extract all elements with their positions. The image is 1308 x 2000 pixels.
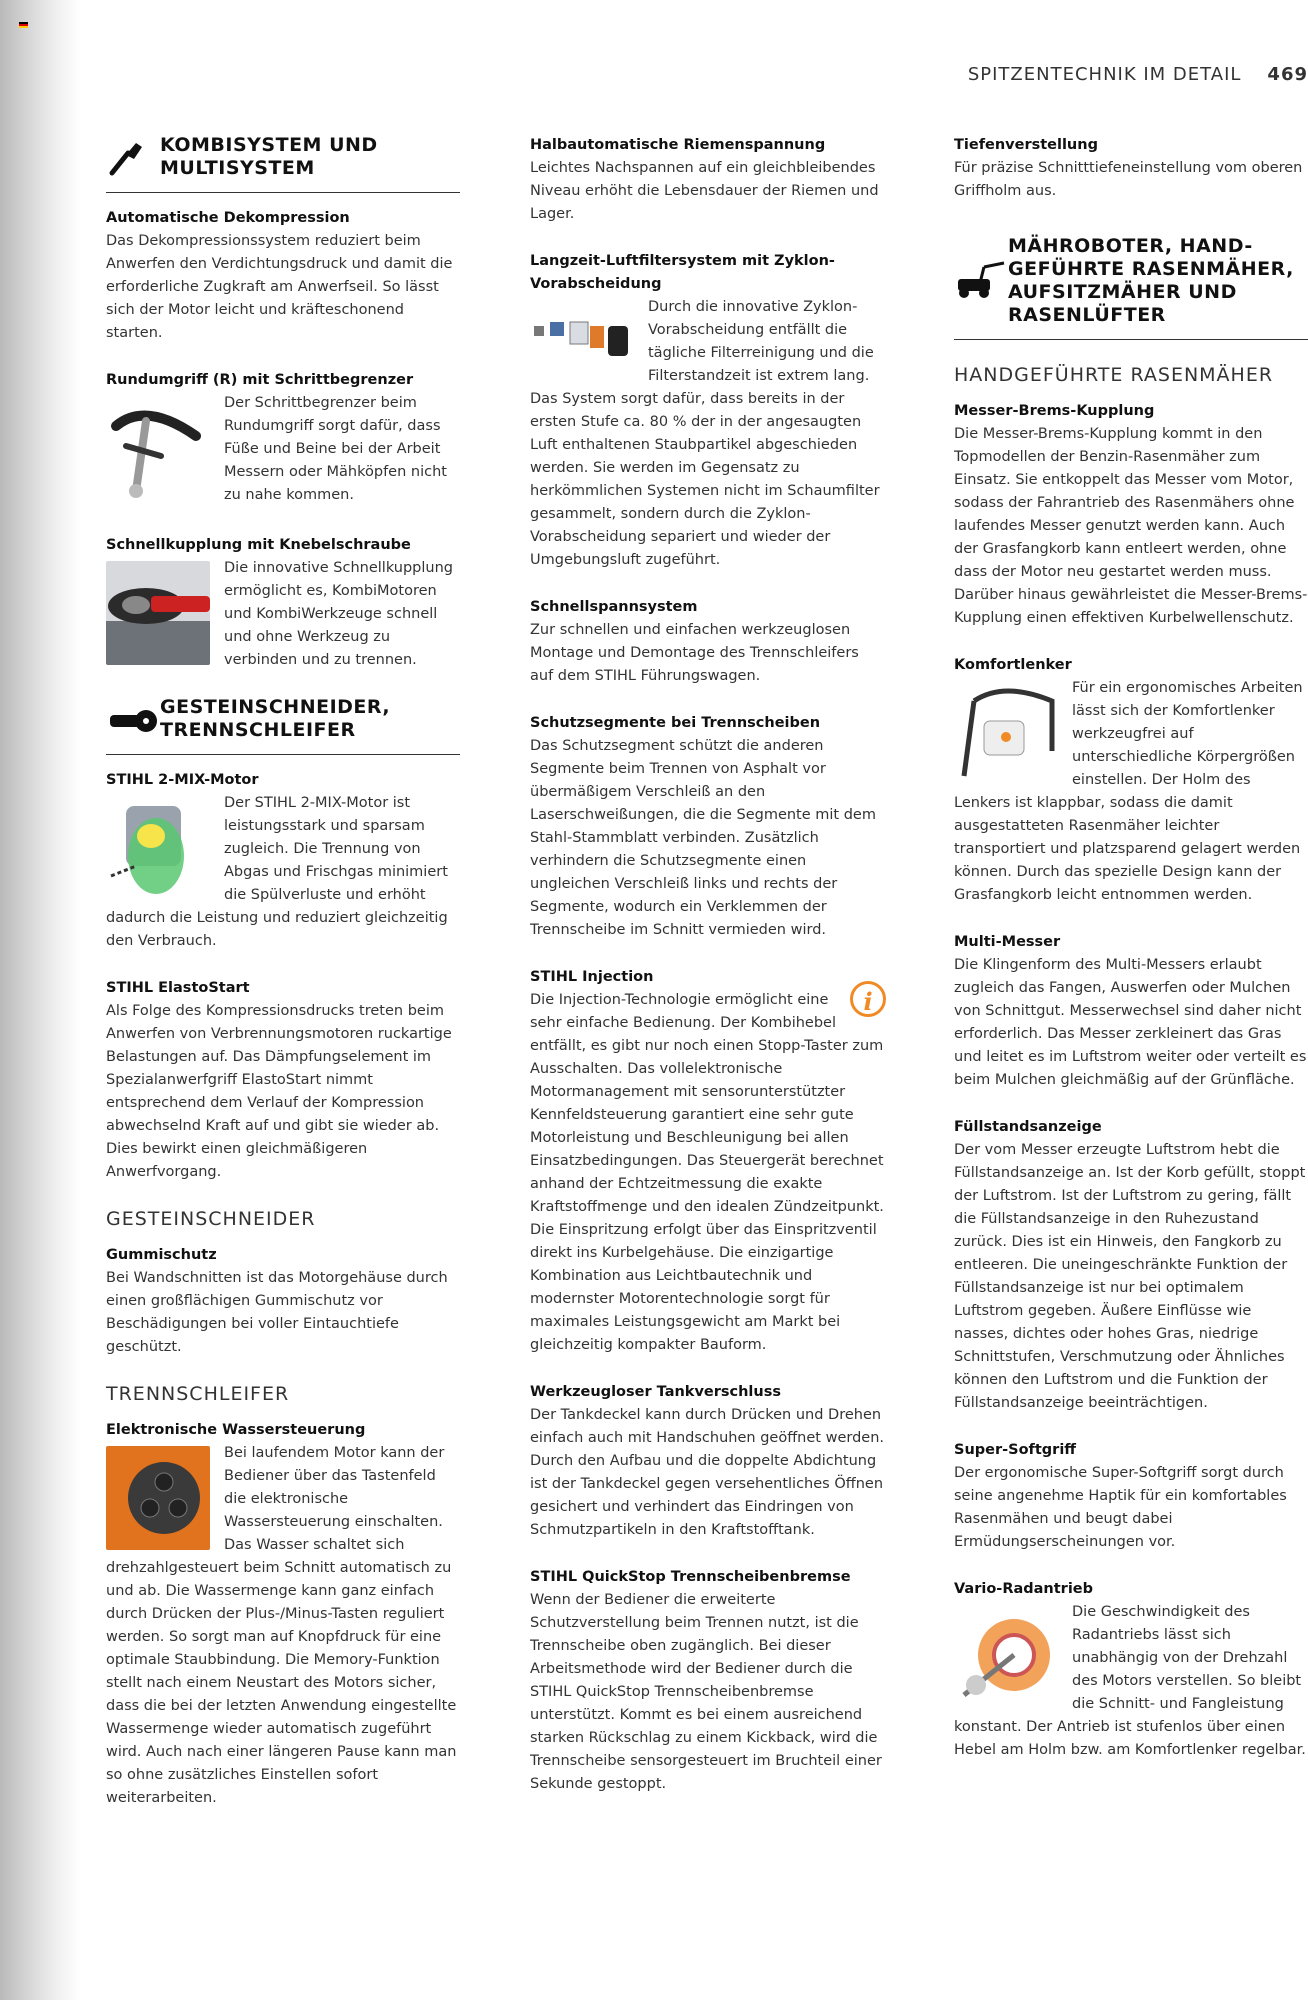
item-heading: Langzeit-Luftfiltersystem mit Zyklon-Vorabscheidung [530, 253, 835, 292]
flag-icon [19, 22, 28, 28]
schnellkupplung-image [106, 561, 210, 665]
luftfilter-image [530, 308, 634, 378]
item-elastostart [106, 977, 460, 1184]
item-schutzsegmente [530, 712, 886, 942]
item-text: Die Geschwindigkeit des Radantriebs lässt sich unabhängig von der Drehzahl des Motors verstellen. So bleibt die Schnitt- und Fangleistung konstant. Der Antrieb ist stufenlos über einen Hebel am Holm bzw. am Komfortlenker regelbar. [954, 1604, 1306, 1758]
item-heading: STIHL 2-MIX-Motor [106, 772, 259, 788]
item-text: Bei laufendem Motor kann der Bediener über das Tastenfeld die elektronische Wassersteuerung einschalten. Das Wasser schaltet sich drehzahlgesteuert beim Schnitt automatisch zu und ab. Die Wassermenge kann ganz einfach durch Drücken der Plus-/Minus-Tasten reguliert werden. So sorgt man auf Knopfdruck für eine optimale Staubbindung. Die Memory-Funktion stellt nach einem Neustart des Motors sicher, dass die bei der letzten Anwendung eingestellte Wassermenge wieder automatisch zugeführt wird. Auch nach einer längeren Pause kann man so ohne zusätzliches Einstellen sofort weiterarbeiten. [106, 1445, 457, 1806]
section-maehroboter-title: MÄHROBOTER, HAND- GEFÜHRTE RASENMÄHER, AUFSITZMÄHER UND RASENLÜFTER [1008, 235, 1294, 326]
subsection-trennschleifer-title: TRENNSCHLEIFER [106, 1383, 290, 1405]
item-super-softgriff [954, 1439, 1308, 1554]
item-text: Als Folge des Kompressionsdrucks treten beim Anwerfen von Verbrennungsmotoren ruckartige Belastungen auf. Das Dämpfungselement im Spezialanwerfgriff ElastoStart nimmt entsprechend dem Verlauf der Kompression abwechselnd Kraft auf und gibt sie wieder ab. Dies bewirkt einen gleichmäßigeren Anwerfvorgang. [106, 1003, 452, 1180]
lawnmower-icon [954, 261, 1008, 301]
item-stihl-injection [530, 966, 886, 1357]
item-heading: Halbautomatische Riemenspannung [530, 137, 826, 153]
komfortlenker-image [954, 681, 1058, 785]
item-text: Der ergonomische Super-Softgriff sorgt durch seine angenehme Haptik für ein komfortables Rasenmähen und beugt dabei Ermüdungserscheinungen vor. [954, 1465, 1287, 1550]
item-messer-brems-kupplung [954, 400, 1308, 630]
item-text: Wenn der Bediener die erweiterte Schutzverstellung beim Trennen nutzt, ist die Trennscheibe oben zugänglich. Bei dieser Arbeitsmethode wird der Bediener durch die STIHL QuickStop Trennscheibenbremse unterstützt. Kommt es bei einem ausreichend starken Rückschlag zu einem Kickback, wird die Trennscheibe sensorgesteuert im Bruchteil einer Sekunde gestoppt. [530, 1592, 882, 1792]
item-text: Der Schrittbegrenzer beim Rundumgriff sorgt dafür, dass Füße und Beine bei der Arbeit Messern oder Mähköpfen nicht zu nahe kommen. [224, 395, 447, 503]
subsection-gesteinschneider-title: GESTEINSCHNEIDER [106, 1208, 316, 1230]
item-text: Durch die innovative Zyklon-Vorabscheidung entfällt die tägliche Filterreinigung und die Filterstandzeit ist extrem lang. Das System sorgt dafür, dass bereits in der ersten Stufe ca. 80 % der in der angesaugten Luft enthaltenen Staubpartikel abgeschieden werden. Sie werden im Gegensatz zu herkömmlichen Systemen nicht im Schaumfilter gesammelt, sondern durch die Zyklon-Vorabscheidung separiert und wieder der Umgebungsluft zugeführt. [530, 299, 880, 568]
item-heading: Multi-Messer [954, 934, 1061, 950]
rundumgriff-image [106, 396, 210, 506]
section-kombisystem-header [106, 134, 460, 193]
item-text: Zur schnellen und einfachen werkzeuglosen Montage und Demontage des Trennschleifers auf dem STIHL Führungswagen. [530, 622, 859, 684]
item-heading: Füllstandsanzeige [954, 1119, 1102, 1135]
item-text: Die Injection-Technologie ermöglicht eine sehr einfache Bedienung. Der Kombihebel entfällt, es gibt nur noch einen Stopp-Taster zum Ausschalten. Das vollelektronische Motormanagement mit sensorunterstützter Kennfeldsteuerung garantiert eine sehr gute Motorleistung und Beschleunigung bei allen Einsatzbedingungen. Das Steuergerät berechnet anhand der Echtzeitmessung die exakte Kraftstoffmenge und den idealen Zündzeitpunkt. Die Einspritzung erfolgt über das Einspritzventil direkt ins Kurbelgehäuse. Die einzigartige Kombination aus Leichtbautechnik und modernster Motorentechnologie sorgt für maximales Leistungsgewicht am Markt bei gleichzeitig kompakter Bauform. [530, 992, 884, 1353]
info-icon: i [850, 981, 886, 1017]
item-heading: STIHL QuickStop Trennscheibenbremse [530, 1569, 851, 1585]
subsection-handgefuehrte-title: HANDGEFÜHRTE RASENMÄHER [954, 364, 1274, 386]
item-heading: Gummischutz [106, 1247, 217, 1263]
item-heading: Elektronische Wassersteuerung [106, 1422, 366, 1438]
item-text: Der vom Messer erzeugte Luftstrom hebt die Füllstandsanzeige an. Ist der Korb gefüllt, stoppt der Luftstrom. Ist der Luftstrom zu gering, fällt die Füllstandsanzeige in den Ruhezustand zurück. Dies ist ein Hinweis, den Fangkorb zu entleeren. Die uneingeschränkte Funktion der Füllstandsanzeige ist nur bei optimalem Luftstrom gegeben. Äußere Einflüsse wie nasses, dichtes oder hohes Gras, niedrige Schnittstufen, Verschmutzung oder Ähnliches können den Luftstrom und die Funktion der Füllstandsanzeige beeinträchtigen. [954, 1142, 1306, 1411]
section-maehroboter-header [954, 235, 1308, 340]
wassersteuerung-image [106, 1446, 210, 1550]
section-gestein-header [106, 696, 460, 755]
item-heading: Vario-Radantrieb [954, 1581, 1094, 1597]
item-text: Für ein ergonomisches Arbeiten lässt sich der Komfortlenker werkzeugfrei auf unterschiedliche Körpergrößen einstellen. Der Holm des Lenkers ist klappbar, sodass die damit ausgestatteten Rasenmäher leichter transportiert und platzsparend gelagert werden können. Durch das spezielle Design kann der Grasfangkorb leicht entnommen werden. [954, 680, 1303, 903]
item-heading: Schutzsegmente bei Trennscheiben [530, 715, 821, 731]
page-number: 469 [1267, 64, 1308, 85]
item-komfortlenker [954, 654, 1308, 907]
page-header [708, 64, 1308, 85]
item-schnellkupplung [106, 534, 460, 672]
item-heading: Messer-Brems-Kupplung [954, 403, 1155, 419]
item-2mix-motor [106, 769, 460, 953]
item-schnellspannsystem [530, 596, 886, 688]
2mix-motor-image [106, 796, 210, 902]
item-text: Der Tankdeckel kann durch Drücken und Drehen einfach auch mit Handschuhen geöffnet werden. Durch den Aufbau und die doppelte Abdichtung ist der Tankdeckel gegen versehentliches Öffnen gesichert und verhindert das Eindringen von Schmutzpartikeln in den Kraftstofftank. [530, 1407, 884, 1538]
item-quickstop [530, 1566, 886, 1796]
item-tiefenverstellung [954, 134, 1308, 203]
brushcutter-icon [106, 137, 160, 177]
column-left [106, 134, 460, 1834]
item-tankverschluss [530, 1381, 886, 1542]
item-heading: Automatische Dekompression [106, 210, 350, 226]
item-heading: STIHL Injection [530, 969, 654, 985]
item-text: Leichtes Nachspannen auf ein gleichbleibendes Niveau erhöht die Lebensdauer der Riemen und Lager. [530, 160, 879, 222]
item-riemenspannung [530, 134, 886, 226]
item-text: Für präzise Schnitttiefeneinstellung vom oberen Griffholm aus. [954, 160, 1303, 199]
item-text: Das Dekompressionssystem reduziert beim Anwerfen den Verdichtungsdruck und damit die erforderliche Zugkraft am Anwerfseil. So lässt sich der Motor leicht und kräfteschonend starten. [106, 233, 453, 341]
item-text: Die Messer-Brems-Kupplung kommt in den Topmodellen der Benzin-Rasenmäher zum Einsatz. Sie entkoppelt das Messer vom Motor, sodass der Fahrantrieb des Rasenmähers ohne laufendes Messer genutzt werden kann. Auch der Grasfangkorb kann entleert werden, ohne dass der Motor neu gestartet werden muss. Darüber hinaus gewährleistet die Messer-Brems-Kupplung einen effektiven Kurbelwellenschutz. [954, 426, 1308, 626]
item-text: Die innovative Schnellkupplung ermöglicht es, KombiMotoren und KombiWerkzeuge schnell und ohne Werkzeug zu verbinden und zu trennen. [224, 560, 453, 668]
item-heading: Schnellspannsystem [530, 599, 698, 615]
page-header-title: SPITZENTECHNIK IM DETAIL [967, 64, 1242, 85]
item-luftfiltersystem [530, 250, 886, 572]
item-heading: Schnellkupplung mit Knebelschraube [106, 537, 411, 553]
item-text: Bei Wandschnitten ist das Motorgehäuse durch einen großflächigen Gummischutz vor Beschädigungen bei voller Eintauchtiefe geschützt. [106, 1270, 448, 1355]
item-multi-messer [954, 931, 1308, 1092]
page-spine-shadow [0, 0, 80, 2000]
item-text: Das Schutzsegment schützt die anderen Segmente beim Trennen von Asphalt vor übermäßigem Verschleiß an den Laserschweißungen, die die Segmente mit dem Stahl-Stammblatt verbinden. Zusätzlich verhindern die Schutzsegmente einen ungleichen Verschleiß links und rechts der Segmente, wodurch ein Verklemmen der Trennscheibe im Schnitt vermieden wird. [530, 738, 876, 938]
item-heading: STIHL ElastoStart [106, 980, 250, 996]
vario-radantrieb-image [954, 1605, 1058, 1709]
item-heading: Tiefenverstellung [954, 137, 1098, 153]
item-dekompression [106, 207, 460, 345]
item-heading: Super-Softgriff [954, 1442, 1077, 1458]
item-wassersteuerung [106, 1419, 460, 1810]
item-gummischutz [106, 1244, 460, 1359]
column-middle [530, 134, 886, 1820]
section-kombisystem-title: KOMBISYSTEM UND MULTISYSTEM [160, 134, 378, 179]
item-heading: Rundumgriff (R) mit Schrittbegrenzer [106, 372, 414, 388]
item-heading: Werkzeugloser Tankverschluss [530, 1384, 781, 1400]
column-right [954, 134, 1308, 1786]
cutoff-saw-icon [106, 699, 160, 739]
item-rundumgriff [106, 369, 460, 510]
section-gestein-title: GESTEINSCHNEIDER, TRENNSCHLEIFER [160, 696, 391, 741]
item-text: Der STIHL 2-MIX-Motor ist leistungsstark und sparsam zugleich. Die Trennung von Abgas und Frischgas minimiert die Spülverluste und erhöht dadurch die Leistung und reduziert gleichzeitig den Verbrauch. [106, 795, 448, 949]
item-heading: Komfortlenker [954, 657, 1072, 673]
item-text: Die Klingenform des Multi-Messers erlaubt zugleich das Fangen, Auswerfen oder Mulchen von Schnittgut. Messerwechsel sind daher nicht erforderlich. Das Messer zerkleinert das Gras und leitet es im Luftstrom weiter oder verteilt es beim Mulchen gleichmäßig auf der Grünfläche. [954, 957, 1307, 1088]
item-fuellstandsanzeige [954, 1116, 1308, 1415]
item-vario-radantrieb [954, 1578, 1308, 1762]
